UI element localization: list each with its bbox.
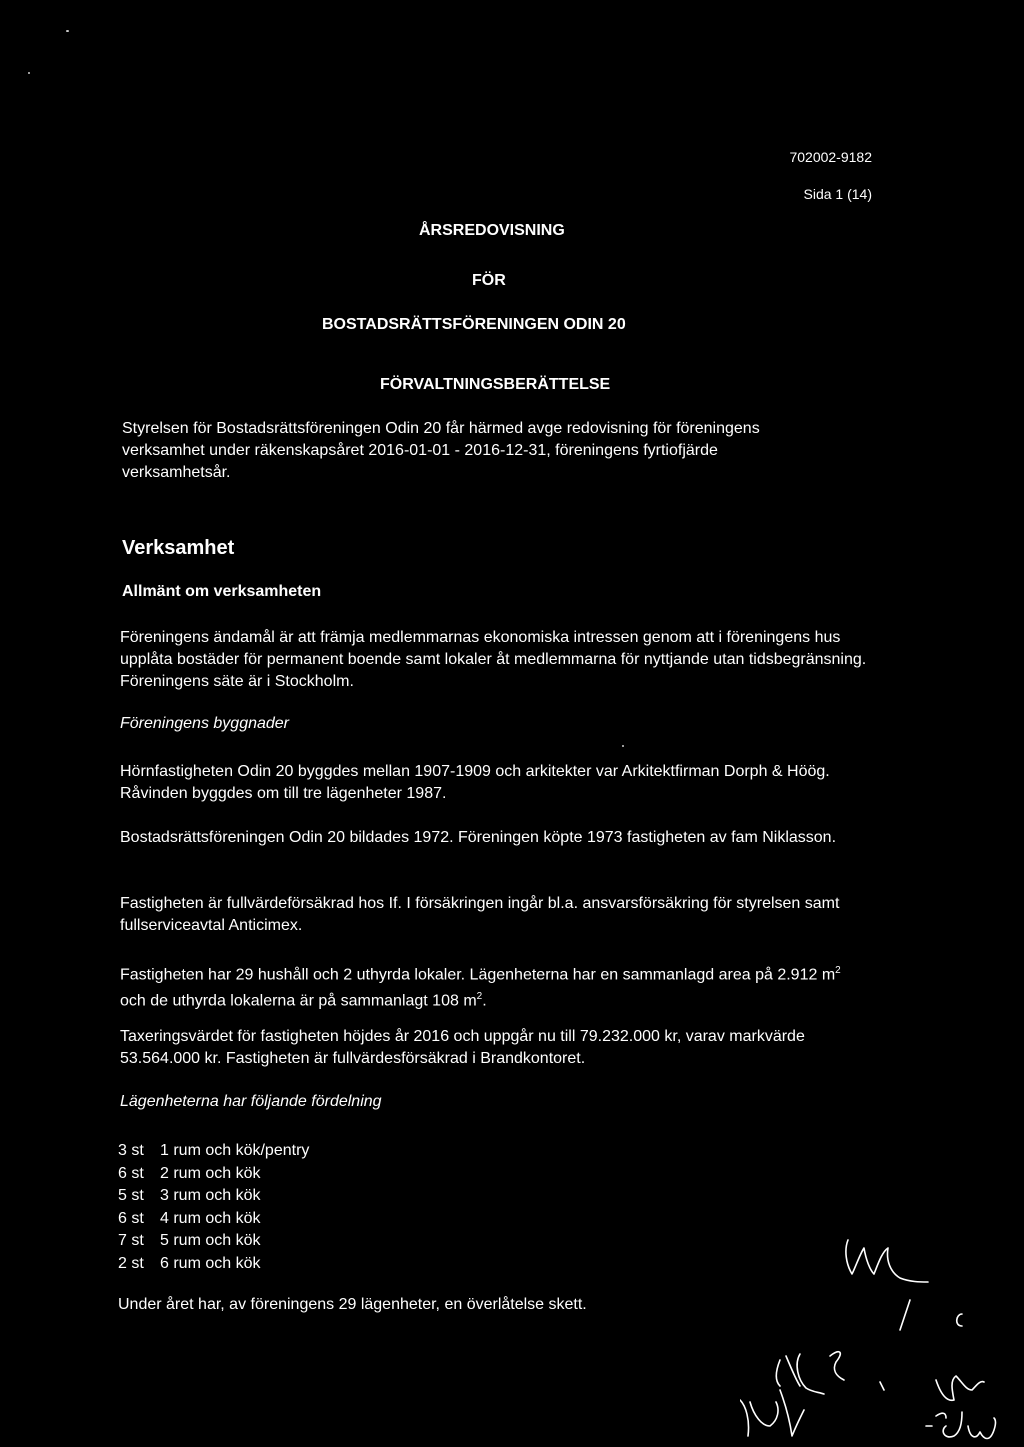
insurance-paragraph: Fastigheten är fullvärdeförsäkrad hos If. I försäkringen ingår bl.a. ansvarsförsäkring för styrelsen samt fullserviceavtal Anticimex. bbox=[120, 895, 840, 934]
list-item: 7 st 5 rum och kök bbox=[118, 1232, 261, 1249]
initials-stroke bbox=[846, 1240, 928, 1282]
initials-stroke bbox=[776, 1352, 844, 1394]
distribution-list bbox=[118, 1140, 309, 1275]
purpose-paragraph: Föreningens ändamål är att främja medlemmarnas ekonomiska intressen genom att i föreningens hus upplåta bostäder för permanent boende samt lokaler åt medlemmarna för nyttjande utan tidsbegränsning. Föreningens säte är i Stockholm. bbox=[120, 629, 867, 690]
list-item: 5 st 3 rum och kök bbox=[118, 1187, 261, 1204]
list-item: 6 st 2 rum och kök bbox=[118, 1164, 261, 1182]
list-item: 6 st 4 rum och kök bbox=[118, 1209, 261, 1227]
initials-stroke bbox=[936, 1412, 996, 1439]
list-item: 2 st 6 rum och kök bbox=[118, 1254, 261, 1272]
scan-speck bbox=[622, 745, 624, 747]
document-title-for: FÖR bbox=[472, 272, 506, 289]
handwritten-initials bbox=[740, 1230, 1024, 1447]
intro-paragraph: Styrelsen för Bostadsrättsföreningen Odin 20 får härmed avge redovisning för föreningens verksamhet under räkenskapsåret 2016-01-01 - 2016-12-31, föreningens fyrtiofjärde verksamhetsår. bbox=[122, 420, 760, 481]
initials-stroke bbox=[900, 1300, 910, 1330]
association-name: BOSTADSRÄTTSFÖRENINGEN ODIN 20 bbox=[322, 316, 626, 333]
org-number: 702002-9182 bbox=[789, 149, 872, 165]
list-item: 3 st 1 rum och kök/pentry bbox=[118, 1142, 310, 1159]
initials-stroke bbox=[957, 1314, 962, 1326]
buildings-paragraph-1: Hörnfastigheten Odin 20 byggdes mellan 1907-1909 och arkitekter var Arkitektfirman Dorph & Höög. Råvinden byggdes om till tre lägenheter 1987. bbox=[120, 763, 830, 802]
area-paragraph: Fastigheten har 29 hushåll och 2 uthyrda lokaler. Lägenheterna har en sammanlagd area på 2.912 $m^2$ och de uthyrda lokalerna är på sammanlagt 108 $m^2$. bbox=[120, 965, 841, 1010]
subsection-heading: Allmänt om verksamheten bbox=[122, 583, 322, 600]
buildings-heading: Föreningens byggnader bbox=[120, 715, 290, 732]
page-number: Sida 1 (14) bbox=[803, 186, 872, 202]
tax-value-paragraph: Taxeringsvärdet för fastigheten höjdes år 2016 och uppgår nu till 79.232.000 kr, varav markvärde 53.564.000 kr. Fastigheten är fullvärdesförsäkrad i Brandkontoret. bbox=[120, 1028, 805, 1067]
scan-speck bbox=[66, 30, 69, 32]
initials-stroke bbox=[740, 1390, 804, 1436]
transfer-paragraph: Under året har, av föreningens 29 lägenheter, en överlåtelse skett. bbox=[118, 1296, 587, 1313]
scan-speck bbox=[28, 72, 30, 74]
section-heading: Verksamhet bbox=[122, 537, 235, 559]
distribution-heading: Lägenheterna har följande fördelning bbox=[120, 1093, 382, 1110]
management-report-heading: FÖRVALTNINGSBERÄTTELSE bbox=[380, 376, 611, 393]
document-title: ÅRSREDOVISNING bbox=[419, 222, 565, 239]
initials-stroke bbox=[880, 1382, 884, 1390]
buildings-paragraph-2: Bostadsrättsföreningen Odin 20 bildades 1972. Föreningen köpte 1973 fastigheten av fam Niklasson. bbox=[120, 829, 837, 846]
initials-stroke bbox=[936, 1376, 984, 1400]
